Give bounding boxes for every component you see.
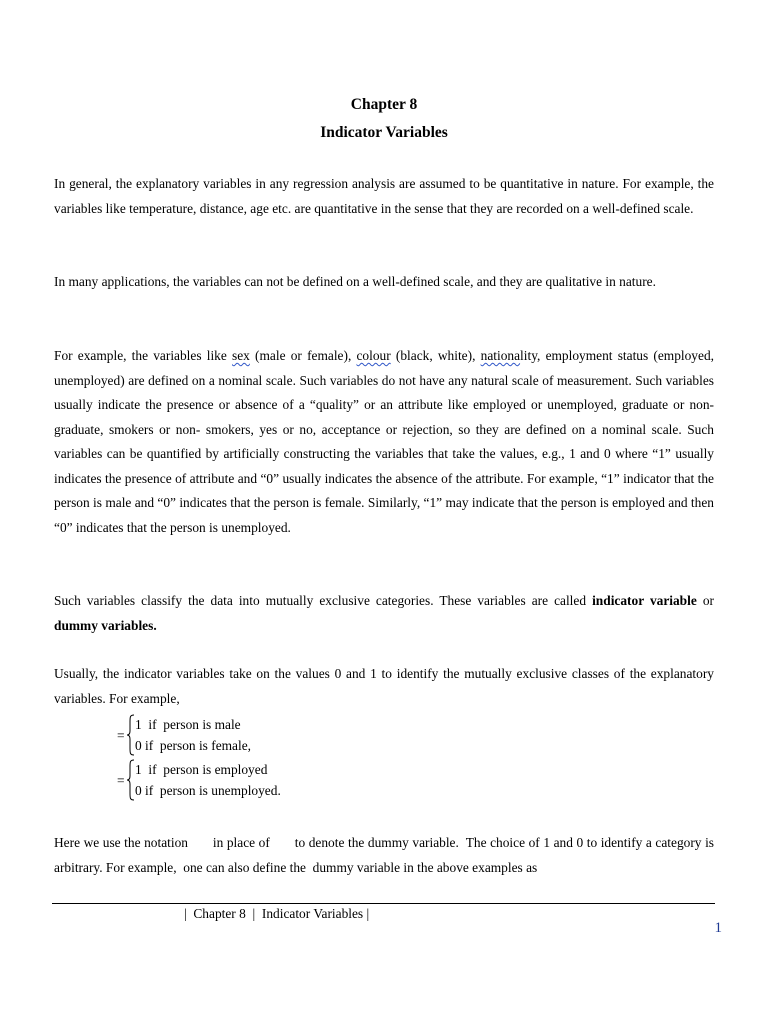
bold-term-indicator: indicator variable: [592, 593, 697, 608]
spellcheck-word-nationality: nationa: [480, 348, 521, 363]
equals-sign: =: [117, 727, 125, 743]
text-run: For example, the variables like: [54, 348, 233, 363]
text-run: or: [696, 593, 714, 608]
paragraph-qualitative: In many applications, the variables can not be defined on a well-defined scale, and they are qualitative in nature.: [54, 274, 656, 289]
paragraph-notation: Here we use the notation in place of to denote the dummy variable. The choice of 1 and 0 to identify a category is arbitrary. For example, one can also define the dummy variable in the above examples as: [54, 835, 718, 875]
footer-divider: [52, 903, 715, 904]
chapter-number: Chapter 8: [350, 96, 418, 113]
paragraph-values: Usually, the indicator variables take on the values 0 and 1 to identify the mutually exclusive classes of the explanatory variables. For example,: [54, 666, 714, 706]
page-number: 1: [714, 920, 722, 936]
left-brace-icon: [126, 759, 135, 801]
case-line: 0 if person is female,: [135, 738, 252, 753]
text-run: lity, employment status (employed, unemployed) are defined on a nominal scale. Such variables do not have any natural scale of measurement. Such variables usually indicate the presence or absence of a “quality” or an attribute like employed or unemployed, graduate or non-graduate, smokers or non- smokers, yes or no, acceptance or rejection, so they are defined on a nominal scale. Such variables can be quantified by artificially constructing the variables that take the values, e.g., 1 and 0 where “1” usually indicates the presence of attribute and “0” usually indicates the absence of the attribute. For example, “1” indicator that the person is male and “0” indicates that the person is female. Similarly, “1” may indicate that the person is employed and then “0” indicates that the person is unemployed.: [54, 348, 714, 535]
paragraph-intro: In general, the explanatory variables in any regression analysis are assumed to be quantitative in nature. For example, the variables like temperature, distance, age etc. are quantitative in the sense that they are recorded on a well-defined scale.: [54, 176, 714, 216]
case-line: 1 if person is employed: [135, 762, 268, 777]
case-line: 1 if person is male: [135, 717, 241, 732]
text-run: (male or female),: [249, 348, 357, 363]
left-brace-icon: [126, 714, 135, 756]
paragraph-categories: [54, 589, 714, 638]
case-line: 0 if person is unemployed.: [135, 783, 281, 798]
equals-sign: =: [117, 772, 125, 788]
case-definition-sex: [117, 714, 251, 756]
case-definition-employment: [117, 759, 281, 801]
chapter-title: Indicator Variables: [320, 124, 448, 141]
paragraph-examples: [54, 344, 714, 540]
bold-term-dummy: dummy variables.: [54, 617, 157, 633]
footer-running-title: | Chapter 8 | Indicator Variables |: [184, 906, 370, 921]
text-run: Such variables classify the data into mutually exclusive categories. These variables are called: [54, 593, 593, 608]
spellcheck-word-colour: colour: [356, 348, 391, 363]
text-run: (black, white),: [390, 348, 481, 363]
spellcheck-word-sex: sex: [232, 348, 250, 363]
